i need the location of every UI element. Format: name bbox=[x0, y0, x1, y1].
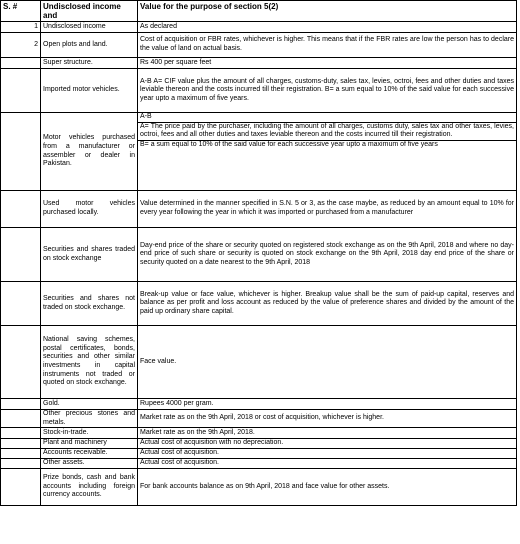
row-sno bbox=[1, 399, 41, 410]
table-row bbox=[1, 469, 517, 506]
row-value: As declared bbox=[138, 22, 517, 33]
row-item: Other precious stones and metals. bbox=[41, 410, 138, 428]
row-sno: 1 bbox=[1, 22, 41, 33]
header-sno: S. # bbox=[1, 1, 41, 22]
row-sno bbox=[1, 191, 41, 228]
row-value: Actual cost of acquisition. bbox=[138, 449, 517, 459]
row-value bbox=[138, 113, 517, 191]
row-value: Rupees 4000 per gram. bbox=[138, 399, 517, 410]
row-sno: 2 bbox=[1, 33, 41, 58]
table-row bbox=[1, 439, 517, 449]
row-value: Day-end price of the share or security quoted on registered stock exchange as on the 9th April, 2018 and where no day-end price of such share or security is quoted on stock exchange on the 9th April, 2018 day end price of the share or security quoted on a date nearest to the 9th April, 2018 bbox=[138, 228, 517, 282]
row-item: Other assets. bbox=[41, 459, 138, 469]
row-value: For bank accounts balance as on 9th April, 2018 and face value for other assets. bbox=[138, 469, 517, 506]
row-item: Stock-in-trade. bbox=[41, 428, 138, 439]
row-sno bbox=[1, 469, 41, 506]
table-row bbox=[1, 459, 517, 469]
table-row bbox=[1, 410, 517, 428]
row-value: Actual cost of acquisition with no depreciation. bbox=[138, 439, 517, 449]
row-sno bbox=[1, 69, 41, 113]
row-value-part: B= a sum equal to 10% of the said value for each successive year upto a maximum of five years bbox=[140, 140, 438, 148]
row-value: Rs 400 per square feet bbox=[138, 58, 517, 69]
header-item: Undisclosed income and bbox=[41, 1, 138, 22]
table-body bbox=[1, 22, 517, 506]
row-item: Open plots and land. bbox=[41, 33, 138, 58]
row-item: Securities and shares traded on stock exchange bbox=[41, 228, 138, 282]
row-value: Cost of acquisition or FBR rates, whichever is higher. This means that if the FBR rates are low the person has to declare the value of land on actual basis. bbox=[138, 33, 517, 58]
table-row bbox=[1, 449, 517, 459]
table-row bbox=[1, 33, 517, 58]
row-value: Market rate as on the 9th April, 2018. bbox=[138, 428, 517, 439]
row-value: Break-up value or face value, whichever is higher. Breakup value shall be the sum of paid-up capital, reserves and balance as per profit and loss account as reduced by the value of preference shares and divided by the amount of the paid up ordinary share capital. bbox=[138, 282, 517, 326]
header-value: Value for the purpose of section 5(2) bbox=[138, 1, 517, 22]
table-header-row bbox=[1, 1, 517, 22]
row-item: Accounts receivable. bbox=[41, 449, 138, 459]
table-row bbox=[1, 22, 517, 33]
table-row bbox=[1, 191, 517, 228]
row-value-part: A-B bbox=[138, 113, 516, 123]
row-sno bbox=[1, 439, 41, 449]
row-item: Used motor vehicles purchased locally. bbox=[41, 191, 138, 228]
row-sno bbox=[1, 228, 41, 282]
row-item: Securities and shares not traded on stock exchange. bbox=[41, 282, 138, 326]
row-value-part: A= The price paid by the purchaser, including the amount of all charges, customs duty, sales tax and other taxes, levies, octroi, fees and all other duties and taxes leviable thereon and the costs incurred till their registration. bbox=[138, 123, 516, 141]
row-value: Market rate as on the 9th April, 2018 or cost of acquisition, whichever is higher. bbox=[138, 410, 517, 428]
row-value: Value determined in the manner specified in S.N. 5 or 3, as the case maybe, as reduced by an amount equal to 10% for every year following the year in which it was imported or purchased from a manufacturer bbox=[138, 191, 517, 228]
row-item: Plant and machinery bbox=[41, 439, 138, 449]
row-sno bbox=[1, 58, 41, 69]
row-item: National saving schemes, postal certificates, bonds, securities and other similar investments in capital instruments not traded or quoted on stock exchange. bbox=[41, 326, 138, 399]
table-row bbox=[1, 428, 517, 439]
table-row bbox=[1, 399, 517, 410]
row-sno bbox=[1, 410, 41, 428]
row-item: Prize bonds, cash and bank accounts including foreign currency accounts. bbox=[41, 469, 138, 506]
row-sno bbox=[1, 459, 41, 469]
row-sno bbox=[1, 113, 41, 191]
row-sno bbox=[1, 449, 41, 459]
row-item: Gold. bbox=[41, 399, 138, 410]
row-value: Face value. bbox=[138, 326, 517, 399]
table-row bbox=[1, 326, 517, 399]
row-value: Actual cost of acquisition. bbox=[138, 459, 517, 469]
row-item: Imported motor vehicles. bbox=[41, 69, 138, 113]
row-item: Super structure. bbox=[41, 58, 138, 69]
row-item: Motor vehicles purchased from a manufacturer or assembler or dealer in Pakistan. bbox=[41, 113, 138, 191]
table-row bbox=[1, 69, 517, 113]
table-row bbox=[1, 228, 517, 282]
row-sno bbox=[1, 326, 41, 399]
row-value: A-B A= CIF value plus the amount of all charges, customs-duty, sales tax, levies, octroi, fees and other duties and taxes leviable thereon and the costs incurred till their registration. B= a sum equal to 10% of the said value for each successive year upto a maximum of five years. bbox=[138, 69, 517, 113]
table-row bbox=[1, 113, 517, 191]
row-sno bbox=[1, 428, 41, 439]
table-row bbox=[1, 58, 517, 69]
row-item: Undisclosed income bbox=[41, 22, 138, 33]
table-row bbox=[1, 282, 517, 326]
row-sno bbox=[1, 282, 41, 326]
